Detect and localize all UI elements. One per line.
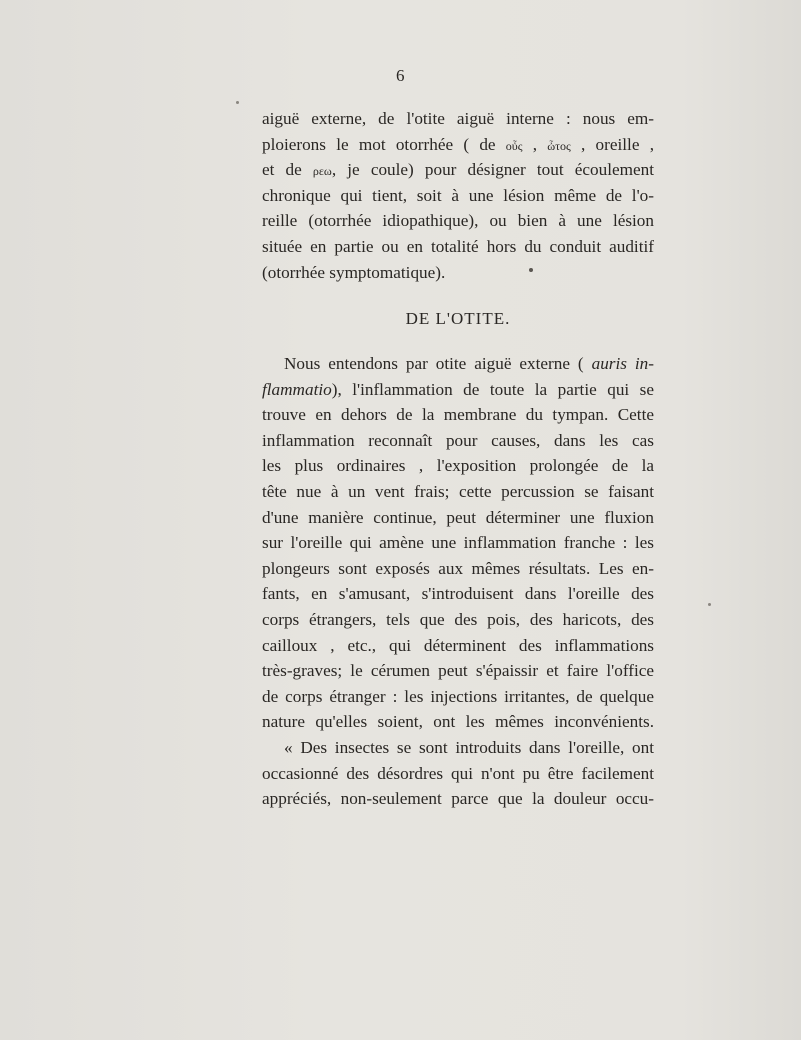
greek-word: ὦτος	[547, 138, 571, 153]
text-line: inflammation reconnaît pour causes, dans les cas	[262, 430, 654, 450]
greek-word: οὖς	[505, 138, 523, 153]
text-line: aiguë externe, de l'otite aiguë interne : nous em-	[262, 109, 654, 128]
text-line: plongeurs sont exposés aux mêmes résultats. Les en-	[262, 558, 654, 578]
text-line: d'une manière continue, peut déterminer une fluxion	[262, 507, 654, 527]
ink-spot	[529, 268, 533, 272]
paragraph-otorrhee	[262, 106, 654, 285]
text-line: fants, en s'amusant, s'introduisent dans l'oreille des	[262, 584, 654, 604]
text-line: chronique qui tient, soit à une lésion même de l'o-	[262, 185, 654, 205]
text-line: corps étrangers, tels que des pois, des haricots, des	[262, 609, 654, 629]
text-line: trouve en dehors de la membrane du tympan. Cette	[262, 405, 654, 425]
text-line: (otorrhée symptomatique).	[262, 262, 446, 282]
text-line: ploierons le mot otorrhée ( de οὖς , ὦτος , oreille ,	[262, 134, 654, 154]
text-line: Nous entendons par otite aiguë externe ( auris in-	[284, 354, 654, 373]
text-line: appréciés, non-seulement parce que la douleur occu-	[262, 789, 654, 809]
text-line: et de ρεω, je coule) pour désigner tout écoulement	[262, 160, 654, 180]
text-line: de corps étranger : les injections irritantes, de quelque	[262, 686, 654, 706]
section-heading: DE L'OTITE.	[405, 309, 511, 328]
text-line: très-graves; le cérumen peut s'épaissir et faire l'office	[262, 661, 654, 681]
text-line: située en partie ou en totalité hors du conduit auditif	[262, 236, 654, 256]
text-line: flammatio), l'inflammation de toute la partie qui se	[262, 379, 654, 399]
text-line: cailloux , etc., qui déterminent des inflammations	[262, 635, 654, 655]
greek-word: ρεω	[312, 164, 332, 179]
ink-spot	[708, 603, 711, 606]
text-line: « Des insectes se sont introduits dans l'oreille, ont	[284, 737, 654, 757]
text-line: sur l'oreille qui amène une inflammation franche : les	[262, 533, 654, 553]
page-number: 6	[396, 66, 405, 85]
text-line: reille (otorrhée idiopathique), ou bien à une lésion	[262, 211, 654, 231]
text-line: nature qu'elles soient, ont les mêmes inconvénients.	[262, 712, 654, 732]
latin-term: auris in-	[591, 354, 654, 373]
latin-term: flammatio	[262, 379, 332, 399]
text-line: occasionné des désordres qui n'ont pu être facilement	[262, 763, 654, 783]
text-line: les plus ordinaires , l'exposition prolongée de la	[262, 456, 654, 476]
paragraph-otite	[262, 351, 654, 812]
text-line: tête nue à un vent frais; cette percussion se faisant	[262, 481, 654, 501]
ink-spot	[236, 101, 239, 104]
